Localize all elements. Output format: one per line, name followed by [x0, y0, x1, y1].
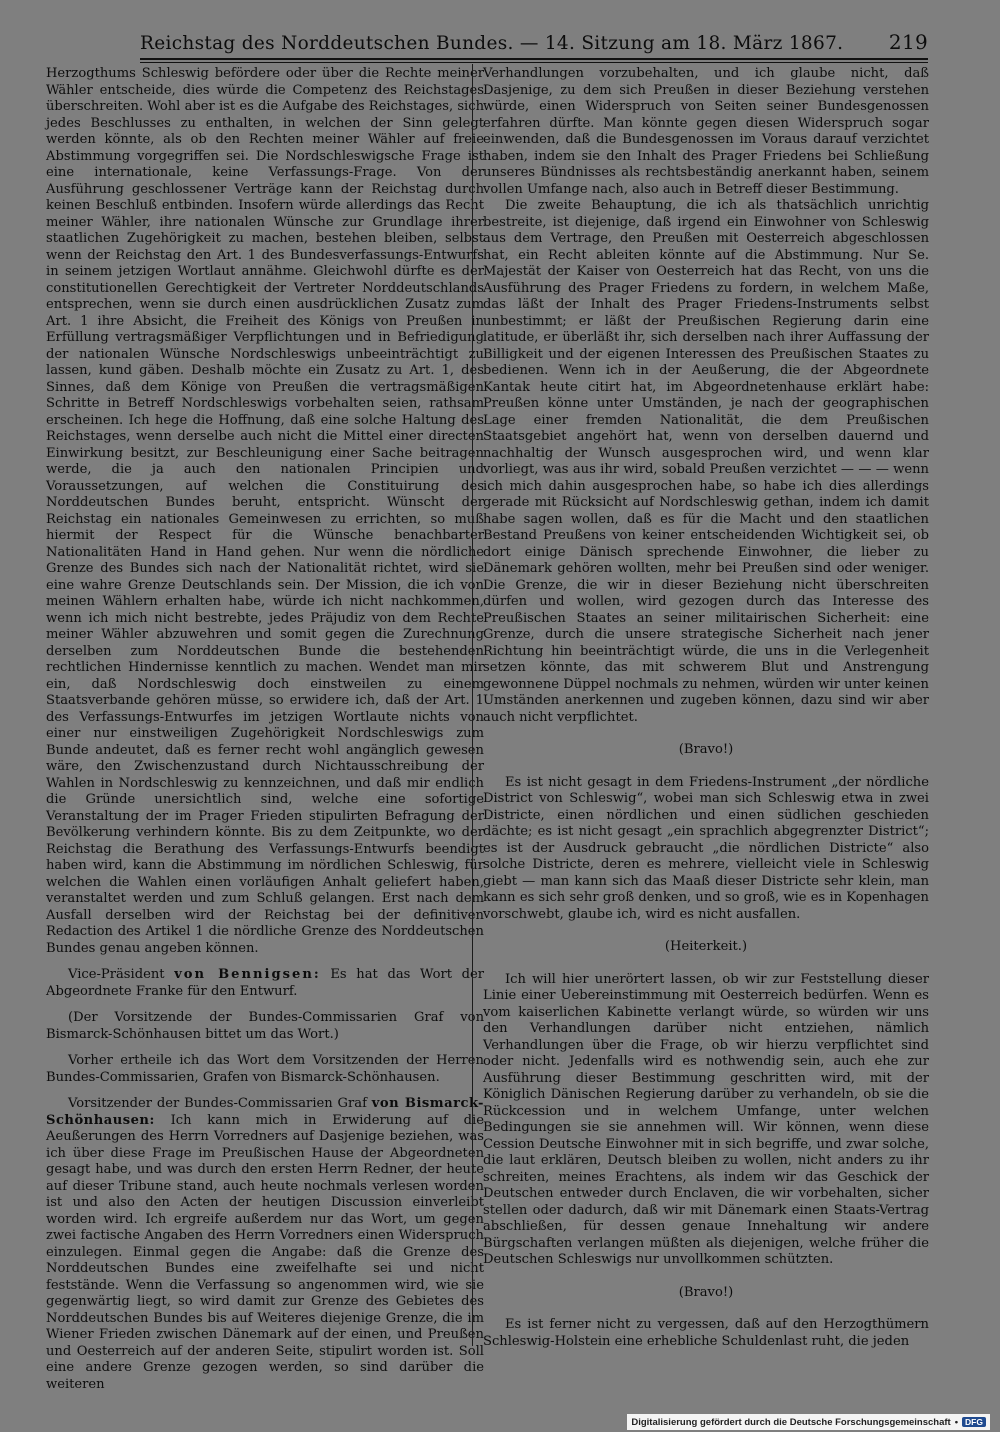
speaker-label: Vorsitzender der Bundes-Commissarien Graf [68, 1096, 367, 1111]
vice-president-name: von Bennigsen: [174, 967, 321, 982]
applause-2: (Bravo!) [678, 1284, 734, 1300]
right-paragraph-5: Es ist ferner nicht zu vergessen, daß auf den Herzogthümern Schleswig-Holstein eine erhebliche Schuldenlast ruht, die jeden [483, 1317, 929, 1349]
left-column [46, 66, 484, 1393]
header-rule [140, 58, 928, 63]
speaker-name: von Bismarck-Schönhausen: [46, 1096, 484, 1128]
credit-separator: • [954, 1416, 959, 1428]
right-paragraph-2: Die zweite Behauptung, die ich als thatsächlich unrichtig bestreite, ist diejenige, daß irgend ein Einwohner von Schleswig aus dem Vertrage, den Preußen mit Oesterreich abgeschlossen hat, ein Recht ableiten könnte auf die Abstimmung. Nur Se. Majestät der Kaiser von Oesterreich hat das Recht, von uns die Ausführung des Prager Friedens zu fordern, in welchem Maße, das läßt der Inhalt des Prager Friedens-Instruments selbst unbestimmt; er läßt der Preußischen Regierung darin eine latitude, er überläßt ihr, sich derselben nach ihrer Auffassung der Billigkeit und der eigenen Interessen des Preußischen Staates zu bedienen. Wenn ich in der Aeußerung, die der Abgeordnete Kantak heute citirt hat, im Abgeordnetenhause erklärt habe: Preußen könne unter Umständen, je nach der geographischen Lage einer fremden Nationalität, die dem Preußischen Staatsgebiet angehört hat, wenn von derselben dauernd und nachhaltig der Wunsch ausgesprochen wird, und wenn klar vorliegt, was aus ihr wird, sobald Preußen verzichtet — — — wenn ich mich dahin ausgesprochen habe, so habe ich dies allerdings gerade mit Rücksicht auf Nordschleswig gethan, indem ich damit habe sagen wollen, daß es für die Macht und den staatlichen Bestand Preußens von keiner entscheidenden Wichtigkeit sei, ob dort einige Dänisch sprechende Einwohner, die lieber zu Dänemark gehören wollten, mehr bei Preußen sind oder weniger. Die Grenze, die wir in dieser Beziehung nicht überschreiten dürfen und wollen, wird gezogen durch das Interesse des Preußischen Staates an seiner militairischen Sicherheit: eine Grenze, durch die unsere strategische Sicherheit nach jener Richtung hin beeinträchtigt würde, die uns in die Verlegenheit setzen könnte, das mit schwerem Blut und Anstrengung gewonnene Düppel nochmals zu nehmen, würden wir unter keinen Umständen anerkennen und zugeben können, dazu sind wir aber auch nicht verpflichtet. [483, 198, 929, 725]
credit-text: Digitalisierung gefördert durch die Deutsche Forschungsgemeinschaft [631, 1416, 951, 1428]
stage-direction: (Der Vorsitzende der Bundes-Commissarien Graf von Bismarck-Schönhausen bittet um das Wort.) [46, 1010, 484, 1042]
header-title: Reichstag des Norddeutschen Bundes. — 14. Sitzung am 18. März 1867. [140, 33, 844, 54]
vice-president-text: Es hat das Wort der Abgeordnete Franke für den Entwurf. [46, 967, 485, 999]
page-number: 219 [888, 30, 928, 54]
right-column [483, 66, 929, 1350]
digitization-credit [627, 1414, 990, 1430]
dfg-logo-icon: DFG [962, 1417, 986, 1427]
right-paragraph-4: Ich will hier unerörtert lassen, ob wir zur Feststellung dieser Linie einer Uebereinstimmung mit Oesterreich bedürfen. Wenn es vom kaiserlichen Kabinette verlangt würde, so würden wir uns den Verhandlungen darüber nicht entziehen, nämlich Verhandlungen über die Frage, ob wir hierzu verpflichtet sind oder nicht. Jedenfalls wird es nothwendig sein, auch ehe zur Ausführung dieser Bestimmung geschritten wird, mit der Königlich Dänischen Regierung darüber zu verhandeln, ob sie die Rückcession und in welchem Umfange, unter welchen Bedingungen sie sie annehmen will. Wir können, wenn diese Cession Deutsche Einwohner mit in sich begriffe, und zwar solche, die laut erklären, Deutsch bleiben zu wollen, nicht anders zu ihr schreiten, meines Erachtens, als indem wir das Geschick der Deutschen entweder durch Enclaven, die wir vorbehalten, sicher stellen oder dadurch, daß wir mit Dänemark einen Staats-Vertrag abschließen, für dessen genaue Innehaltung wir andere Bürgschaften verlangen müßten als diejenigen, welche früher die Deutschen Schleswigs nur unvollkommen schützten. [483, 971, 929, 1267]
vice-president-remark [46, 967, 484, 1000]
right-paragraph-3: Es ist nicht gesagt in dem Friedens-Instrument „der nördliche District von Schleswig“, wobei man sich Schleswig etwa in zwei Districte, einen nördlichen und einen südlichen geschieden dächte; es ist nicht gesagt „ein sprachlich abgegrenzter District“; es ist der Ausdruck gebraucht „die nördlichen Districte“ also solche Districte, deren es mehrere, vielleicht viele in Schleswig giebt — man kann sich das Maaß dieser Districte sehr klein, man kann es sich sehr groß denken, und so groß, wie es in Kopenhagen vorschwebt, glaube ich, wird es nicht ausfallen. [483, 774, 929, 922]
left-paragraph-3: Ich kann mich in Erwiderung auf die Aeußerungen des Herrn Vorredners auf Dasjenige beziehen, was ich über diese Frage im Preußischen Hause der Abgeordneten gesagt habe, und was durch den ersten Herrn Redner, der heute auf dieser Tribune stand, auch heute nochmals verlesen worden ist und also den Acten der heutigen Discussion einverleibt worden wird. Ich ergreife außerdem nur das Wort, um gegen zwei factische Angaben des Herrn Vorredners einen Widerspruch einzulegen. Einmal gegen die Angabe: daß die Grenze des Norddeutschen Bundes eine zweifelhafte sei und nicht feststände. Wenn die Verfassung so angenommen wird, wie sie gegenwärtig liegt, so wird damit zur Grenze des Gebietes des Norddeutschen Bundes bis auf Weiteres diejenige Grenze, die im Wiener Frieden zwischen Dänemark auf der einen, und Preußen und Oesterreich auf der anderen Seite, stipulirt worden ist. Soll eine andere Grenze gezogen werden, so sind darüber die weiteren [46, 1112, 484, 1392]
running-header [140, 30, 928, 56]
right-paragraph-1: Verhandlungen vorzubehalten, und ich glaube nicht, daß Dasjenige, zu dem sich Preußen in dieser Beziehung verstehen würde, einen Widerspruch von Seiten seiner Bundesgenossen erfahren dürfte. Man könnte gegen diesen Widerspruch sogar einwenden, daß die Bundesgenossen im Voraus darauf verzichtet haben, indem sie den Inhalt des Prager Friedens bei Schließung unseres Bündnisses als rechtsbeständig anerkannt haben, seinem vollen Umfange nach, also auch in Betreff dieser Bestimmung. [483, 66, 929, 197]
vice-president-label: Vice-Präsident [68, 967, 165, 982]
left-paragraph-1: Herzogthums Schleswig befördere oder über die Rechte meiner Wähler entscheide, dies würde die Competenz des Reichstages überschreiten. Wohl aber ist es die Aufgabe des Reichstages, sich jedes Beschlusses zu enthalten, in welchen der Sinn gelegt werden könnte, als ob den Rechten meiner Wähler auf freie Abstimmung vorgegriffen sei. Die Nordschleswigsche Frage ist eine internationale, keine Verfassungs-Frage. Von der Ausführung geschlossener Verträge kann der Reichstag durch keinen Beschluß entbinden. Insofern würde allerdings das Recht meiner Wähler, ihre nationalen Wünsche zur Grundlage ihrer staatlichen Zugehörigkeit zu machen, bestehen bleiben, selbst wenn der Reichstag den Art. 1 des Bundesverfassungs-Entwurfs in seinem jetzigen Wortlaut annähme. Gleichwohl dürfte es der constitutionellen Gerechtigkeit der Vertreter Norddeutschlands entsprechen, wenn sie durch einen ausdrücklichen Zusatz zum Art. 1 ihre Absicht, die Freiheit des Königs von Preußen in Erfüllung vertragsmäßiger Verpflichtungen und in Befriedigung der nationalen Wünsche Nordschleswigs unbeeinträchtigt zu lassen, kund gäben. Deshalb möchte ein Zusatz zu Art. 1, des Sinnes, daß dem Könige von Preußen die vertragsmäßigen Schritte in Betreff Nordschleswigs vorbehalten seien, rathsam erscheinen. Ich hege die Hoffnung, daß eine solche Haltung des Reichstages, wenn derselbe auch nicht die Mittel einer directen Einwirkung besitzt, zur Beschleunigung einer Sache beitragen werde, die ja auch den nationalen Principien und Voraussetzungen, auf welchen die Constituirung des Norddeutschen Bundes beruht, entspricht. Wünscht der Reichstag ein nationales Gemeinwesen zu errichten, so muß hiermit der Respect für die Wünsche benachbarter Nationalitäten Hand in Hand gehen. Nur wenn die nördliche Grenze des Bundes sich nach der Nationalität richtet, wird sie eine wahre Grenze Deutschlands sein. Der Mission, die ich von meinen Wählern erhalten habe, würde ich nicht nachkommen, wenn ich mich nicht bestrebte, jedes Präjudiz von dem Rechte meiner Wähler abzuwehren und somit gegen die Zurechnung derselben zum Norddeutschen Bunde die bestehenden rechtlichen Hindernisse kenntlich zu machen. Wendet man mir ein, daß Nordschleswig doch einstweilen zu einem Staatsverbande gehören müsse, so erwidere ich, daß der Art. 1 des Verfassungs-Entwurfes im jetzigen Wortlaute nichts von einer nur einstweiligen Zugehörigkeit Nordschleswigs zum Bunde andeutet, daß es ferner recht wohl angänglich gewesen wäre, den Zwischenzustand durch Nichtausschreibung der Wahlen in Nordschleswig zu kennzeichnen, und daß mir endlich die Gründe unersichtlich sind, welche eine sofortige Veranstaltung der im Prager Frieden stipulirten Befragung der Bevölkerung verhindern könnte. Bis zu dem Zeitpunkte, wo der Reichstag die Berathung des Verfassungs-Entwurfs beendigt haben wird, kann die Abstimmung im nördlichen Schleswig, für welchen die Wahlen einen vorläufigen Anhalt geliefert haben, veranstaltet werden und zum Schluß gelangen. Erst nach dem Ausfall derselben wird der Reichstag bei der definitiven Redaction des Artikel 1 die nördliche Grenze des Norddeutschen Bundes genau angeben können. [46, 66, 484, 956]
left-paragraph-2: Vorher ertheile ich das Wort dem Vorsitzenden der Herren Bundes-Commissarien, Grafen von Bismarck-Schönhausen. [46, 1053, 484, 1085]
applause-1: (Bravo!) [678, 742, 734, 757]
laughter: (Heiterkeit.) [664, 939, 748, 954]
speaker-intro [46, 1096, 484, 1393]
column-divider [472, 64, 473, 1346]
